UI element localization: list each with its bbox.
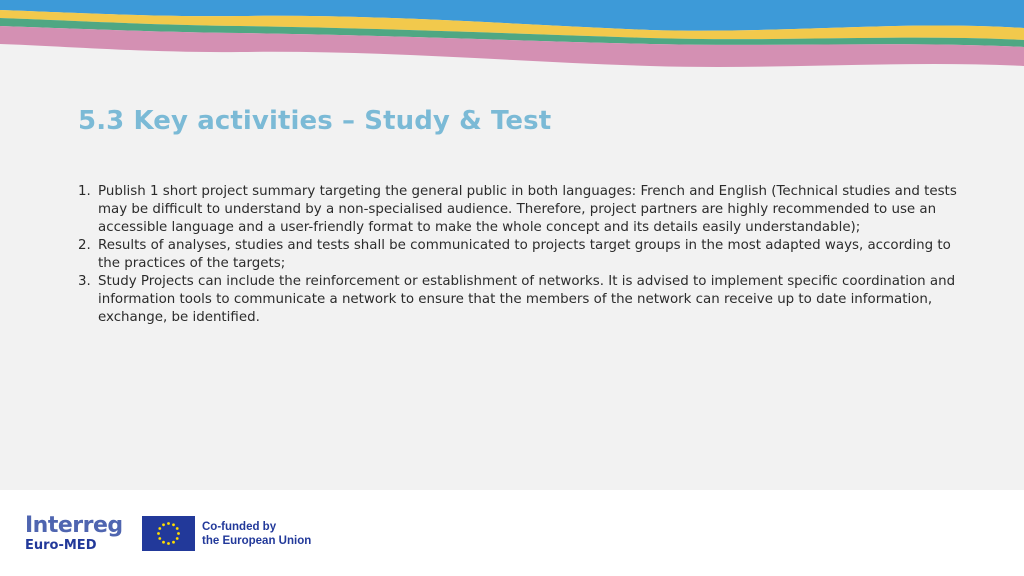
list-item — [78, 273, 958, 327]
footer — [0, 490, 1024, 576]
interreg-logo — [25, 515, 135, 554]
list-item-text: Publish 1 short project summary targeting the general public in both languages: French and English (Technical studies and tests may be difficult to understand by a non-specialised audience. Therefore, project partners are highly recommended to use an accessible language and a user-friendly format to make the whole concept and its details easily understandable); — [98, 184, 957, 235]
eu-cofunding-label — [202, 520, 311, 548]
list-item-text: Results of analyses, studies and tests shall be communicated to projects target groups in the most adapted ways, according to the practices of the targets; — [98, 238, 951, 271]
list-item — [78, 237, 958, 273]
slide-title: 5.3 Key activities – Study & Test — [78, 106, 552, 136]
list-item — [78, 183, 958, 237]
eu-cofunding-line1: Co-funded by — [202, 521, 277, 533]
decorative-wave-band — [0, 0, 1024, 80]
eu-flag-icon — [142, 516, 195, 551]
list-item-number: 1. — [78, 184, 91, 199]
list-item-number: 3. — [78, 274, 91, 289]
eu-cofunding-line2: the European Union — [202, 535, 312, 547]
activity-list — [78, 183, 958, 327]
interreg-logo-name: Interreg — [25, 513, 123, 538]
list-item-number: 2. — [78, 238, 91, 253]
list-item-text: Study Projects can include the reinforcement or establishment of networks. It is advised to implement specific coordination and information tools to communicate a network to ensure that the members of the network can receive up to date information, exchange, be identified. — [98, 274, 956, 325]
interreg-logo-program: Euro-MED — [25, 538, 97, 553]
